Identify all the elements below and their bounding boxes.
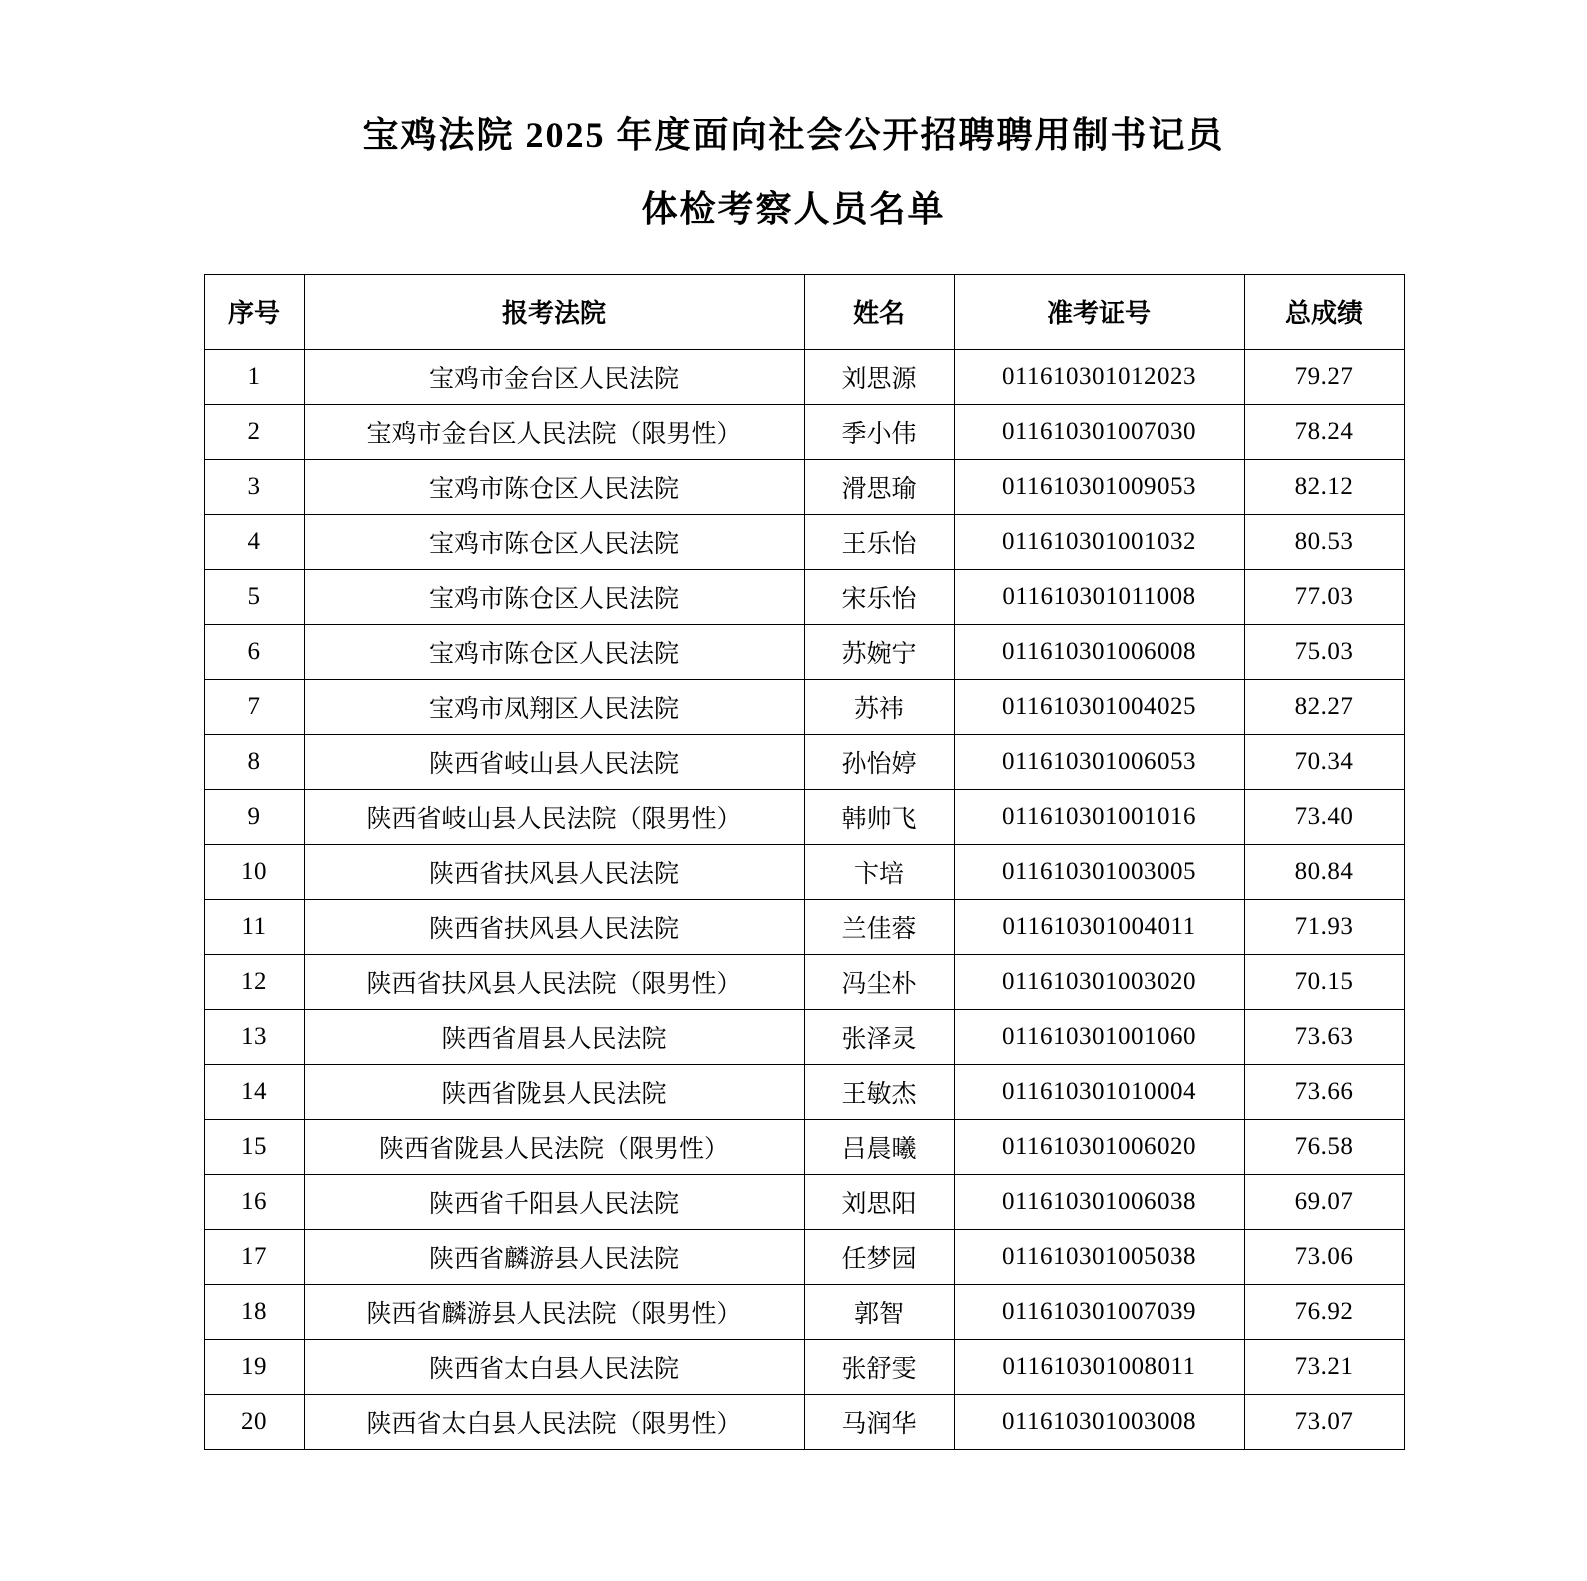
cell-court: 宝鸡市陈仓区人民法院 — [304, 459, 804, 514]
cell-ticket: 011610301011008 — [954, 569, 1244, 624]
table-body — [204, 349, 1404, 1449]
cell-court: 宝鸡市陈仓区人民法院 — [304, 624, 804, 679]
table-row — [204, 1064, 1404, 1119]
cell-ticket: 011610301006053 — [954, 734, 1244, 789]
cell-index: 19 — [204, 1339, 304, 1394]
cell-ticket: 011610301003005 — [954, 844, 1244, 899]
cell-index: 4 — [204, 514, 304, 569]
cell-name: 兰佳蓉 — [804, 899, 954, 954]
cell-score: 73.63 — [1244, 1009, 1404, 1064]
cell-name: 孙怡婷 — [804, 734, 954, 789]
cell-ticket: 011610301010004 — [954, 1064, 1244, 1119]
cell-index: 16 — [204, 1174, 304, 1229]
cell-score: 77.03 — [1244, 569, 1404, 624]
cell-court: 陕西省扶风县人民法院（限男性） — [304, 954, 804, 1009]
table-header — [204, 274, 1404, 349]
cell-ticket: 011610301004025 — [954, 679, 1244, 734]
table-header-row — [204, 274, 1404, 349]
column-header-ticket: 准考证号 — [954, 274, 1244, 349]
cell-name: 任梦园 — [804, 1229, 954, 1284]
cell-score: 79.27 — [1244, 349, 1404, 404]
cell-name: 宋乐怡 — [804, 569, 954, 624]
cell-court: 陕西省麟游县人民法院（限男性） — [304, 1284, 804, 1339]
cell-ticket: 011610301007039 — [954, 1284, 1244, 1339]
table-row — [204, 844, 1404, 899]
column-header-index: 序号 — [204, 274, 304, 349]
cell-court: 陕西省太白县人民法院 — [304, 1339, 804, 1394]
cell-court: 陕西省眉县人民法院 — [304, 1009, 804, 1064]
cell-score: 76.92 — [1244, 1284, 1404, 1339]
cell-ticket: 011610301012023 — [954, 349, 1244, 404]
cell-name: 冯尘朴 — [804, 954, 954, 1009]
cell-score: 69.07 — [1244, 1174, 1404, 1229]
cell-ticket: 011610301006038 — [954, 1174, 1244, 1229]
page-title-line-2: 体检考察人员名单 — [641, 188, 946, 229]
cell-score: 70.34 — [1244, 734, 1404, 789]
cell-score: 80.84 — [1244, 844, 1404, 899]
table-row — [204, 404, 1404, 459]
cell-court: 宝鸡市凤翔区人民法院 — [304, 679, 804, 734]
cell-name: 韩帅飞 — [804, 789, 954, 844]
cell-name: 苏祎 — [804, 679, 954, 734]
cell-index: 20 — [204, 1394, 304, 1449]
cell-index: 6 — [204, 624, 304, 679]
cell-score: 73.06 — [1244, 1229, 1404, 1284]
table-row — [204, 1339, 1404, 1394]
cell-score: 75.03 — [1244, 624, 1404, 679]
cell-score: 82.12 — [1244, 459, 1404, 514]
cell-court: 宝鸡市陈仓区人民法院 — [304, 569, 804, 624]
cell-index: 9 — [204, 789, 304, 844]
cell-court: 宝鸡市金台区人民法院（限男性） — [304, 404, 804, 459]
cell-name: 张舒雯 — [804, 1339, 954, 1394]
cell-court: 陕西省陇县人民法院 — [304, 1064, 804, 1119]
cell-court: 宝鸡市陈仓区人民法院 — [304, 514, 804, 569]
cell-name: 吕晨曦 — [804, 1119, 954, 1174]
cell-score: 78.24 — [1244, 404, 1404, 459]
table-row — [204, 789, 1404, 844]
table-row — [204, 1229, 1404, 1284]
cell-court: 陕西省陇县人民法院（限男性） — [304, 1119, 804, 1174]
table-row — [204, 514, 1404, 569]
cell-index: 14 — [204, 1064, 304, 1119]
column-header-score: 总成绩 — [1244, 274, 1404, 349]
page-title-line-1: 宝鸡法院 2025 年度面向社会公开招聘聘用制书记员 — [362, 115, 1225, 155]
cell-index: 13 — [204, 1009, 304, 1064]
table-row — [204, 1009, 1404, 1064]
table-row — [204, 349, 1404, 404]
cell-score: 73.66 — [1244, 1064, 1404, 1119]
cell-court: 陕西省扶风县人民法院 — [304, 899, 804, 954]
cell-score: 80.53 — [1244, 514, 1404, 569]
table-row — [204, 1174, 1404, 1229]
cell-index: 18 — [204, 1284, 304, 1339]
cell-index: 15 — [204, 1119, 304, 1174]
cell-name: 马润华 — [804, 1394, 954, 1449]
cell-court: 陕西省岐山县人民法院 — [304, 734, 804, 789]
cell-ticket: 011610301004011 — [954, 899, 1244, 954]
cell-index: 8 — [204, 734, 304, 789]
cell-name: 张泽灵 — [804, 1009, 954, 1064]
cell-ticket: 011610301001016 — [954, 789, 1244, 844]
cell-name: 王敏杰 — [804, 1064, 954, 1119]
cell-ticket: 011610301009053 — [954, 459, 1244, 514]
cell-index: 1 — [204, 349, 304, 404]
cell-score: 76.58 — [1244, 1119, 1404, 1174]
cell-ticket: 011610301005038 — [954, 1229, 1244, 1284]
cell-score: 70.15 — [1244, 954, 1404, 1009]
cell-score: 71.93 — [1244, 899, 1404, 954]
cell-index: 10 — [204, 844, 304, 899]
cell-court: 陕西省太白县人民法院（限男性） — [304, 1394, 804, 1449]
table-row — [204, 734, 1404, 789]
cell-ticket: 011610301001060 — [954, 1009, 1244, 1064]
cell-name: 滑思瑜 — [804, 459, 954, 514]
cell-index: 2 — [204, 404, 304, 459]
roster-table-container — [204, 274, 1384, 1450]
cell-court: 陕西省麟游县人民法院 — [304, 1229, 804, 1284]
roster-table — [204, 274, 1405, 1450]
column-header-court: 报考法院 — [304, 274, 804, 349]
cell-name: 季小伟 — [804, 404, 954, 459]
cell-name: 卞培 — [804, 844, 954, 899]
cell-score: 73.21 — [1244, 1339, 1404, 1394]
cell-index: 17 — [204, 1229, 304, 1284]
cell-name: 郭智 — [804, 1284, 954, 1339]
table-row — [204, 954, 1404, 1009]
table-row — [204, 1284, 1404, 1339]
table-row — [204, 624, 1404, 679]
cell-court: 陕西省扶风县人民法院 — [304, 844, 804, 899]
cell-index: 12 — [204, 954, 304, 1009]
cell-name: 刘思阳 — [804, 1174, 954, 1229]
table-row — [204, 569, 1404, 624]
table-row — [204, 459, 1404, 514]
table-row — [204, 1394, 1404, 1449]
cell-ticket: 011610301006020 — [954, 1119, 1244, 1174]
cell-score: 82.27 — [1244, 679, 1404, 734]
cell-index: 11 — [204, 899, 304, 954]
cell-ticket: 011610301008011 — [954, 1339, 1244, 1394]
table-row — [204, 1119, 1404, 1174]
column-header-name: 姓名 — [804, 274, 954, 349]
cell-name: 王乐怡 — [804, 514, 954, 569]
cell-ticket: 011610301001032 — [954, 514, 1244, 569]
cell-ticket: 011610301003020 — [954, 954, 1244, 1009]
cell-score: 73.07 — [1244, 1394, 1404, 1449]
cell-index: 5 — [204, 569, 304, 624]
cell-ticket: 011610301006008 — [954, 624, 1244, 679]
table-row — [204, 899, 1404, 954]
cell-score: 73.40 — [1244, 789, 1404, 844]
cell-name: 苏婉宁 — [804, 624, 954, 679]
cell-court: 陕西省千阳县人民法院 — [304, 1174, 804, 1229]
cell-index: 7 — [204, 679, 304, 734]
cell-index: 3 — [204, 459, 304, 514]
cell-ticket: 011610301003008 — [954, 1394, 1244, 1449]
cell-ticket: 011610301007030 — [954, 404, 1244, 459]
cell-name: 刘思源 — [804, 349, 954, 404]
table-row — [204, 679, 1404, 734]
cell-court: 宝鸡市金台区人民法院 — [304, 349, 804, 404]
cell-court: 陕西省岐山县人民法院（限男性） — [304, 789, 804, 844]
